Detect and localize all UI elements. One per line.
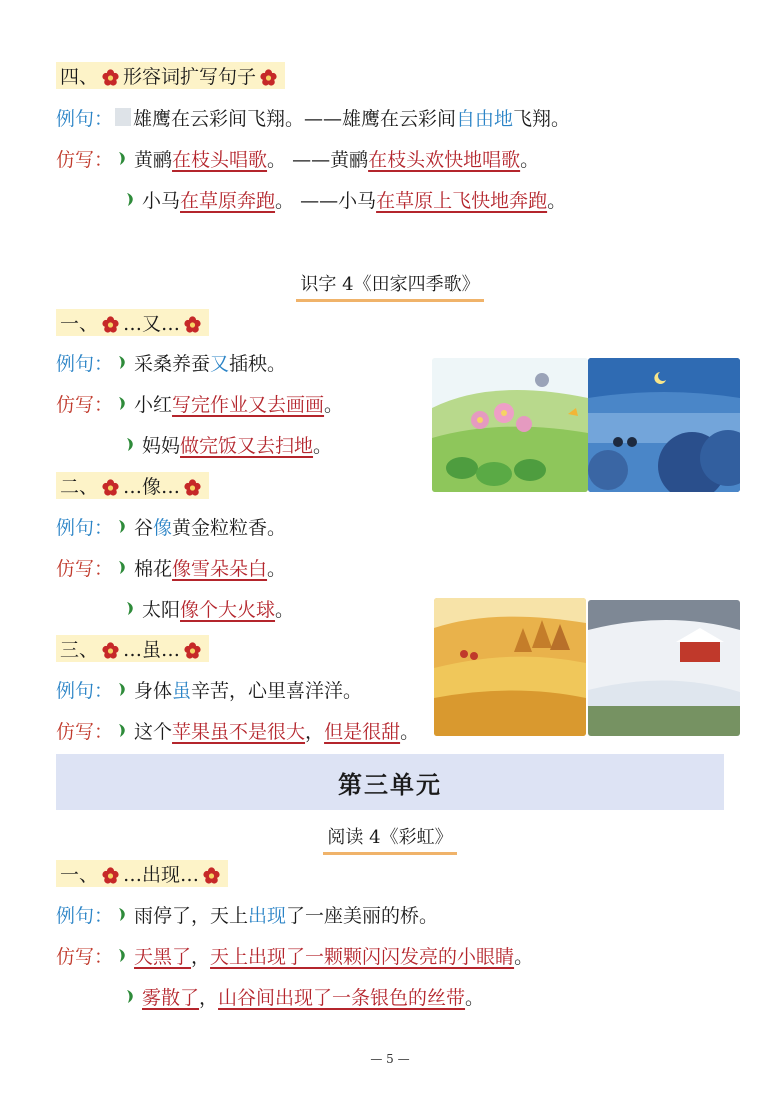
imitate-line <box>56 713 419 747</box>
flower-icon <box>184 479 201 496</box>
imitate-line <box>56 938 533 972</box>
pattern-heading <box>56 305 209 339</box>
leaf-bullet-icon <box>117 723 127 738</box>
example-line <box>56 345 286 379</box>
keyword-text: 自由地 <box>456 107 514 130</box>
heading-box <box>56 860 228 887</box>
heading-number: 二、 <box>60 475 99 498</box>
sentence-text: ， <box>305 720 325 743</box>
heading-number: 一、 <box>60 312 99 335</box>
sentence-text: 。 <box>267 557 287 580</box>
autumn-harvest-illustration <box>434 598 586 736</box>
sentence-text: 身体 <box>134 679 173 702</box>
heading-box <box>56 472 209 499</box>
sentence-text: 。 <box>275 598 295 621</box>
example-label: 例句： <box>56 516 114 539</box>
section-heading-adjective <box>56 58 285 92</box>
pattern-heading <box>56 468 209 502</box>
sentence-text: 棉花 <box>134 557 173 580</box>
heading-box <box>56 62 285 89</box>
sentence-text: 小马 <box>142 189 181 212</box>
sentence-text: 飞翔。 <box>513 107 571 130</box>
answer-text: 在草原上飞快地奔跑 <box>376 189 548 212</box>
sentence-text: 插秧。 <box>229 352 287 375</box>
unit-banner <box>56 754 724 810</box>
blur-mark <box>115 108 131 126</box>
flower-icon <box>184 642 201 659</box>
lesson-title <box>0 823 780 855</box>
heading-text: …出现… <box>123 863 200 886</box>
leaf-bullet-icon <box>125 989 135 1004</box>
heading-number: 一、 <box>60 863 99 886</box>
imitate-label: 仿写： <box>56 945 114 968</box>
imitate-label: 仿写： <box>56 720 114 743</box>
imitate-line <box>56 141 539 175</box>
example-label: 例句： <box>56 352 114 375</box>
sentence-text: 。 <box>520 148 540 171</box>
imitate-line <box>121 591 294 625</box>
leaf-bullet-icon <box>125 192 135 207</box>
sentence-text: ， <box>191 945 211 968</box>
heading-text: …虽… <box>123 638 181 661</box>
sentence-text: 黄金粒粒香。 <box>172 516 287 539</box>
flower-icon <box>102 642 119 659</box>
leaf-bullet-icon <box>117 682 127 697</box>
sentence-text: 。 ——小马 <box>275 189 377 212</box>
sentence-text: 太阳 <box>142 598 181 621</box>
example-label: 例句： <box>56 679 114 702</box>
sentence-text: 妈妈 <box>142 434 181 457</box>
answer-text: 山谷间出现了一条银色的丝带 <box>218 986 466 1009</box>
sentence-text: 。 <box>547 189 567 212</box>
flower-icon <box>184 316 201 333</box>
flower-icon <box>102 479 119 496</box>
answer-text: 天上出现了一颗颗闪闪发亮的小眼睛 <box>210 945 515 968</box>
heading-text: 形容词扩写句子 <box>123 65 257 88</box>
answer-text: 天黑了 <box>134 945 192 968</box>
leaf-bullet-icon <box>117 560 127 575</box>
leaf-bullet-icon <box>117 519 127 534</box>
keyword-text: 又 <box>210 352 230 375</box>
keyword-text: 虽 <box>172 679 192 702</box>
sentence-text: 雄鹰在云彩间飞翔。——雄鹰在云彩间 <box>133 107 457 130</box>
flower-icon <box>102 69 119 86</box>
snow-village-illustration <box>588 600 740 736</box>
flower-icon <box>260 69 277 86</box>
keyword-text: 像 <box>153 516 173 539</box>
spring-illustration <box>432 358 588 492</box>
flower-icon <box>203 867 220 884</box>
pattern-heading <box>56 856 228 890</box>
sentence-text: 。 ——黄鹂 <box>267 148 369 171</box>
sentence-text: 黄鹂 <box>134 148 173 171</box>
heading-box <box>56 635 209 662</box>
sentence-text: ， <box>199 986 219 1009</box>
sentence-text: 小红 <box>134 393 173 416</box>
imitate-label: 仿写： <box>56 393 114 416</box>
answer-text: 做完饭又去扫地 <box>180 434 314 457</box>
example-label: 例句： <box>56 107 114 130</box>
leaf-bullet-icon <box>117 396 127 411</box>
answer-text: 在枝头欢快地唱歌 <box>368 148 521 171</box>
answer-text: 在草原奔跑 <box>180 189 276 212</box>
answer-text: 像雪朵朵白 <box>172 557 268 580</box>
leaf-bullet-icon <box>117 948 127 963</box>
leaf-bullet-icon <box>117 355 127 370</box>
sentence-text: 雨停了，天上 <box>134 904 249 927</box>
keyword-text: 出现 <box>248 904 287 927</box>
imitate-line <box>121 427 332 461</box>
leaf-bullet-icon <box>117 907 127 922</box>
page-number: — 5 — <box>370 1052 410 1066</box>
sentence-text: 辛苦，心里喜洋洋。 <box>191 679 363 702</box>
pattern-heading <box>56 631 209 665</box>
sentence-text: 。 <box>514 945 534 968</box>
sentence-text: 这个 <box>134 720 173 743</box>
imitate-line <box>56 386 343 420</box>
heading-number: 四、 <box>60 65 99 88</box>
imitate-line <box>121 979 484 1013</box>
leaf-bullet-icon <box>117 151 127 166</box>
sentence-text: 采桑养蚕 <box>134 352 211 375</box>
example-line <box>56 100 570 134</box>
imitate-label: 仿写： <box>56 557 114 580</box>
sentence-text: 。 <box>324 393 344 416</box>
leaf-bullet-icon <box>125 437 135 452</box>
heading-box <box>56 309 209 336</box>
lesson-title <box>0 270 780 302</box>
leaf-bullet-icon <box>125 601 135 616</box>
flower-icon <box>102 867 119 884</box>
sentence-text: 。 <box>400 720 420 743</box>
winter-night-illustration <box>588 358 740 492</box>
flower-icon <box>102 316 119 333</box>
answer-text: 雾散了 <box>142 986 200 1009</box>
sentence-text: 。 <box>313 434 333 457</box>
sentence-text: 了一座美丽的桥。 <box>286 904 439 927</box>
answer-text: 在枝头唱歌 <box>172 148 268 171</box>
example-line <box>56 672 362 706</box>
heading-text: …又… <box>123 312 181 335</box>
imitate-label: 仿写： <box>56 148 114 171</box>
answer-text: 像个大火球 <box>180 598 276 621</box>
example-line <box>56 897 438 931</box>
sentence-text: 。 <box>465 986 485 1009</box>
imitate-line <box>121 182 566 216</box>
unit-title: 第三单元 <box>338 769 442 799</box>
heading-text: …像… <box>123 475 181 498</box>
heading-number: 三、 <box>60 638 99 661</box>
lesson-title-text: 阅读 4《彩虹》 <box>323 823 456 855</box>
lesson-title-text: 识字 4《田家四季歌》 <box>296 270 483 302</box>
example-line <box>56 509 286 543</box>
answer-text: 写完作业又去画画 <box>172 393 325 416</box>
answer-text: 但是很甜 <box>324 720 401 743</box>
answer-text: 苹果虽不是很大 <box>172 720 306 743</box>
sentence-text: 谷 <box>134 516 154 539</box>
imitate-line <box>56 550 286 584</box>
example-label: 例句： <box>56 904 114 927</box>
